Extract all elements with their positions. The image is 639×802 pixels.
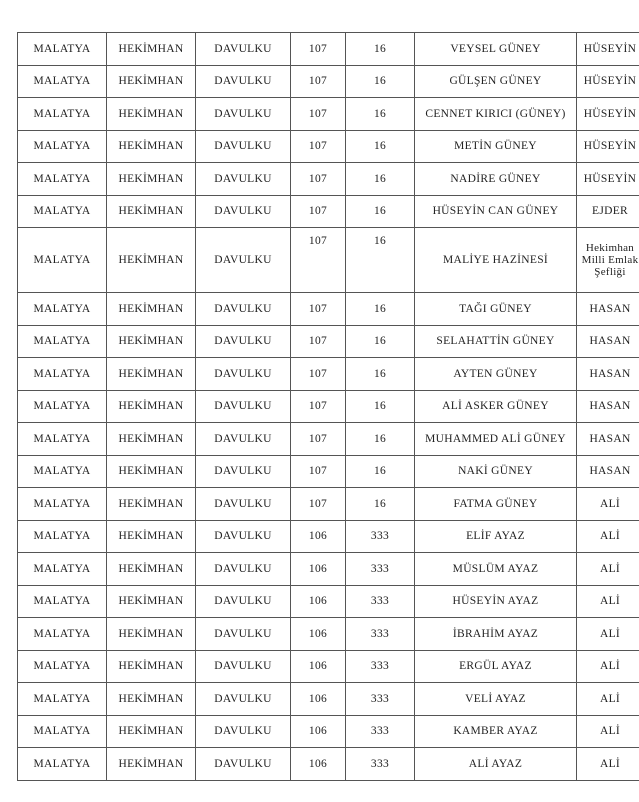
cell-ilce: HEKİMHAN bbox=[107, 553, 196, 586]
cell-ada: 107 bbox=[291, 325, 346, 358]
cell-parsel: 16 bbox=[346, 65, 415, 98]
cell-baba: HASAN bbox=[577, 390, 639, 423]
cell-malik: MALİYE HAZİNESİ bbox=[415, 228, 577, 293]
table-row bbox=[18, 650, 639, 683]
table-row bbox=[18, 163, 639, 196]
cell-baba: ALİ bbox=[577, 715, 639, 748]
cell-baba: ALİ bbox=[577, 585, 639, 618]
cell-baba: HÜSEYİN bbox=[577, 130, 639, 163]
cell-malik: CENNET KIRICI (GÜNEY) bbox=[415, 98, 577, 131]
table-row bbox=[18, 130, 639, 163]
cell-parsel: 333 bbox=[346, 520, 415, 553]
cell-baba: HÜSEYİN bbox=[577, 33, 639, 66]
cell-malik: MÜSLÜM AYAZ bbox=[415, 553, 577, 586]
cell-baba: ALİ bbox=[577, 520, 639, 553]
cell-koy: DAVULKU bbox=[196, 358, 291, 391]
cell-parsel: 16 bbox=[346, 488, 415, 521]
cell-ada: 106 bbox=[291, 618, 346, 651]
cell-il: MALATYA bbox=[18, 325, 107, 358]
cell-baba: HÜSEYİN bbox=[577, 65, 639, 98]
cell-koy: DAVULKU bbox=[196, 163, 291, 196]
cell-koy: DAVULKU bbox=[196, 683, 291, 716]
cell-ada: 107 bbox=[291, 423, 346, 456]
cell-malik: TAĞI GÜNEY bbox=[415, 293, 577, 326]
cell-koy: DAVULKU bbox=[196, 33, 291, 66]
cell-baba: HASAN bbox=[577, 455, 639, 488]
table-row bbox=[18, 65, 639, 98]
cell-ilce: HEKİMHAN bbox=[107, 423, 196, 456]
cell-malik: VELİ AYAZ bbox=[415, 683, 577, 716]
cell-parsel: 16 bbox=[346, 358, 415, 391]
cell-koy: DAVULKU bbox=[196, 553, 291, 586]
cell-malik: FATMA GÜNEY bbox=[415, 488, 577, 521]
cell-baba: ALİ bbox=[577, 683, 639, 716]
cell-malik: ERGÜL AYAZ bbox=[415, 650, 577, 683]
cell-il: MALATYA bbox=[18, 683, 107, 716]
cell-il: MALATYA bbox=[18, 33, 107, 66]
cell-il: MALATYA bbox=[18, 98, 107, 131]
cell-ilce: HEKİMHAN bbox=[107, 195, 196, 228]
cell-ilce: HEKİMHAN bbox=[107, 715, 196, 748]
cell-koy: DAVULKU bbox=[196, 650, 291, 683]
table-row bbox=[18, 390, 639, 423]
cell-malik: İBRAHİM AYAZ bbox=[415, 618, 577, 651]
cell-parsel: 333 bbox=[346, 748, 415, 781]
cell-il: MALATYA bbox=[18, 618, 107, 651]
cell-il: MALATYA bbox=[18, 715, 107, 748]
cell-malik: HÜSEYİN AYAZ bbox=[415, 585, 577, 618]
cell-koy: DAVULKU bbox=[196, 618, 291, 651]
cell-koy: DAVULKU bbox=[196, 65, 291, 98]
ownership-table bbox=[17, 32, 639, 781]
cell-malik: ALİ AYAZ bbox=[415, 748, 577, 781]
cell-koy: DAVULKU bbox=[196, 130, 291, 163]
table-row bbox=[18, 293, 639, 326]
cell-il: MALATYA bbox=[18, 163, 107, 196]
cell-ada: 107 bbox=[291, 65, 346, 98]
table-row bbox=[18, 358, 639, 391]
table-row bbox=[18, 683, 639, 716]
cell-ada: 107 bbox=[291, 293, 346, 326]
cell-ilce: HEKİMHAN bbox=[107, 33, 196, 66]
cell-koy: DAVULKU bbox=[196, 715, 291, 748]
cell-malik: ALİ ASKER GÜNEY bbox=[415, 390, 577, 423]
cell-baba: HASAN bbox=[577, 293, 639, 326]
cell-ada: 106 bbox=[291, 650, 346, 683]
table-row bbox=[18, 553, 639, 586]
cell-ilce: HEKİMHAN bbox=[107, 488, 196, 521]
cell-baba: HASAN bbox=[577, 358, 639, 391]
cell-parsel: 16 bbox=[346, 33, 415, 66]
cell-il: MALATYA bbox=[18, 65, 107, 98]
cell-malik: NAKİ GÜNEY bbox=[415, 455, 577, 488]
cell-koy: DAVULKU bbox=[196, 488, 291, 521]
cell-ada: 107 bbox=[291, 488, 346, 521]
cell-ilce: HEKİMHAN bbox=[107, 163, 196, 196]
table-row bbox=[18, 98, 639, 131]
cell-koy: DAVULKU bbox=[196, 748, 291, 781]
cell-malik: SELAHATTİN GÜNEY bbox=[415, 325, 577, 358]
cell-malik: NADİRE GÜNEY bbox=[415, 163, 577, 196]
cell-ilce: HEKİMHAN bbox=[107, 650, 196, 683]
cell-koy: DAVULKU bbox=[196, 293, 291, 326]
cell-parsel: 16 bbox=[346, 455, 415, 488]
cell-parsel: 333 bbox=[346, 553, 415, 586]
cell-ada: 107 bbox=[291, 228, 346, 293]
cell-ada: 106 bbox=[291, 748, 346, 781]
cell-parsel: 16 bbox=[346, 195, 415, 228]
table-row bbox=[18, 618, 639, 651]
cell-il: MALATYA bbox=[18, 423, 107, 456]
cell-ilce: HEKİMHAN bbox=[107, 618, 196, 651]
cell-malik: HÜSEYİN CAN GÜNEY bbox=[415, 195, 577, 228]
cell-ada: 107 bbox=[291, 358, 346, 391]
cell-ada: 106 bbox=[291, 553, 346, 586]
cell-koy: DAVULKU bbox=[196, 325, 291, 358]
cell-ilce: HEKİMHAN bbox=[107, 390, 196, 423]
cell-il: MALATYA bbox=[18, 390, 107, 423]
cell-koy: DAVULKU bbox=[196, 585, 291, 618]
cell-ada: 107 bbox=[291, 163, 346, 196]
cell-parsel: 16 bbox=[346, 228, 415, 293]
cell-koy: DAVULKU bbox=[196, 98, 291, 131]
cell-ilce: HEKİMHAN bbox=[107, 293, 196, 326]
cell-baba: HÜSEYİN bbox=[577, 163, 639, 196]
cell-malik: KAMBER AYAZ bbox=[415, 715, 577, 748]
cell-baba: Hekimhan Milli Emlak Şefliği bbox=[577, 228, 639, 293]
cell-parsel: 16 bbox=[346, 423, 415, 456]
table-body bbox=[18, 33, 639, 781]
cell-baba: ALİ bbox=[577, 650, 639, 683]
cell-il: MALATYA bbox=[18, 293, 107, 326]
cell-ada: 107 bbox=[291, 455, 346, 488]
cell-koy: DAVULKU bbox=[196, 423, 291, 456]
cell-ilce: HEKİMHAN bbox=[107, 358, 196, 391]
cell-ada: 106 bbox=[291, 585, 346, 618]
cell-parsel: 16 bbox=[346, 130, 415, 163]
cell-baba: ALİ bbox=[577, 618, 639, 651]
cell-parsel: 333 bbox=[346, 650, 415, 683]
cell-koy: DAVULKU bbox=[196, 520, 291, 553]
cell-parsel: 333 bbox=[346, 683, 415, 716]
cell-ada: 106 bbox=[291, 683, 346, 716]
table-row bbox=[18, 455, 639, 488]
cell-koy: DAVULKU bbox=[196, 455, 291, 488]
cell-ilce: HEKİMHAN bbox=[107, 748, 196, 781]
cell-koy: DAVULKU bbox=[196, 195, 291, 228]
cell-malik: VEYSEL GÜNEY bbox=[415, 33, 577, 66]
cell-ada: 107 bbox=[291, 195, 346, 228]
cell-il: MALATYA bbox=[18, 455, 107, 488]
cell-parsel: 333 bbox=[346, 618, 415, 651]
table-row bbox=[18, 33, 639, 66]
cell-baba: ALİ bbox=[577, 488, 639, 521]
cell-baba: HÜSEYİN bbox=[577, 98, 639, 131]
cell-parsel: 333 bbox=[346, 585, 415, 618]
cell-ilce: HEKİMHAN bbox=[107, 65, 196, 98]
cell-il: MALATYA bbox=[18, 650, 107, 683]
cell-ilce: HEKİMHAN bbox=[107, 130, 196, 163]
cell-il: MALATYA bbox=[18, 520, 107, 553]
cell-ilce: HEKİMHAN bbox=[107, 585, 196, 618]
cell-ada: 107 bbox=[291, 390, 346, 423]
cell-koy: DAVULKU bbox=[196, 390, 291, 423]
cell-ilce: HEKİMHAN bbox=[107, 98, 196, 131]
cell-ada: 106 bbox=[291, 715, 346, 748]
cell-malik: METİN GÜNEY bbox=[415, 130, 577, 163]
cell-malik: GÜLŞEN GÜNEY bbox=[415, 65, 577, 98]
cell-il: MALATYA bbox=[18, 228, 107, 293]
cell-ada: 107 bbox=[291, 98, 346, 131]
cell-baba: EJDER bbox=[577, 195, 639, 228]
cell-baba: ALİ bbox=[577, 748, 639, 781]
cell-ada: 106 bbox=[291, 520, 346, 553]
cell-baba: HASAN bbox=[577, 325, 639, 358]
cell-ilce: HEKİMHAN bbox=[107, 455, 196, 488]
table-row bbox=[18, 325, 639, 358]
table-row bbox=[18, 585, 639, 618]
cell-ilce: HEKİMHAN bbox=[107, 228, 196, 293]
cell-malik: ELİF AYAZ bbox=[415, 520, 577, 553]
cell-il: MALATYA bbox=[18, 748, 107, 781]
table-row bbox=[18, 423, 639, 456]
table-row bbox=[18, 195, 639, 228]
cell-parsel: 16 bbox=[346, 163, 415, 196]
cell-ilce: HEKİMHAN bbox=[107, 520, 196, 553]
cell-il: MALATYA bbox=[18, 130, 107, 163]
table-row bbox=[18, 228, 639, 293]
cell-ilce: HEKİMHAN bbox=[107, 683, 196, 716]
cell-ada: 107 bbox=[291, 130, 346, 163]
cell-koy: DAVULKU bbox=[196, 228, 291, 293]
cell-il: MALATYA bbox=[18, 195, 107, 228]
cell-parsel: 16 bbox=[346, 390, 415, 423]
cell-ada: 107 bbox=[291, 33, 346, 66]
cell-malik: MUHAMMED ALİ GÜNEY bbox=[415, 423, 577, 456]
cell-ilce: HEKİMHAN bbox=[107, 325, 196, 358]
cell-parsel: 16 bbox=[346, 325, 415, 358]
table-row bbox=[18, 488, 639, 521]
cell-il: MALATYA bbox=[18, 553, 107, 586]
table-row bbox=[18, 520, 639, 553]
cell-parsel: 333 bbox=[346, 715, 415, 748]
cell-il: MALATYA bbox=[18, 488, 107, 521]
cell-malik: AYTEN GÜNEY bbox=[415, 358, 577, 391]
table-row bbox=[18, 748, 639, 781]
cell-il: MALATYA bbox=[18, 585, 107, 618]
cell-parsel: 16 bbox=[346, 293, 415, 326]
table-row bbox=[18, 715, 639, 748]
cell-parsel: 16 bbox=[346, 98, 415, 131]
cell-baba: ALİ bbox=[577, 553, 639, 586]
cell-il: MALATYA bbox=[18, 358, 107, 391]
cell-baba: HASAN bbox=[577, 423, 639, 456]
